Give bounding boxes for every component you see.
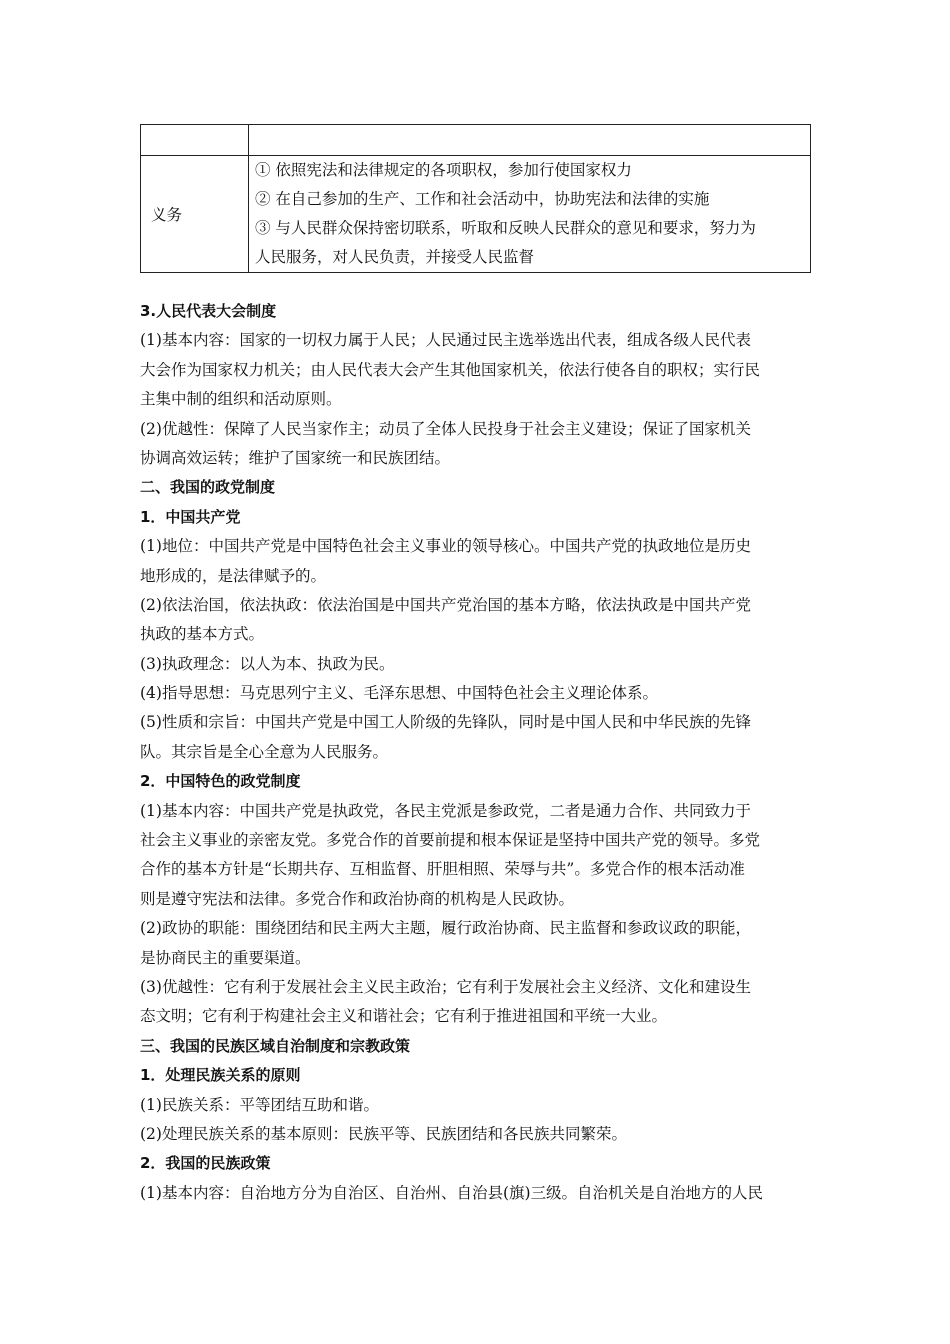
paragraph-line: (1)基本内容：中国共产党是执政党，各民主党派是参政党，二者是通力合作、共同致力于 [140,801,751,820]
section-heading: 1．处理民族关系的原则 [140,1066,301,1085]
paragraph-line: (1)地位：中国共产党是中国特色社会主义事业的领导核心。中国共产党的执政地位是历史 [140,537,751,556]
paragraph-line: 是协商民主的重要渠道。 [140,948,311,967]
paragraph-line: (1)基本内容：自治地方分为自治区、自治州、自治县(旗)三级。自治机关是自治地方的人民 [140,1183,764,1202]
table-row [141,125,811,156]
paragraph-line: 主集中制的组织和活动原则。 [140,390,342,409]
paragraph-line: (1)民族关系：平等团结互助和谐。 [140,1095,379,1114]
paragraph-line: 社会主义事业的亲密友党。多党合作的首要前提和根本保证是坚持中国共产党的领导。多党 [140,831,761,850]
section-heading: 1．中国共产党 [140,507,241,526]
section-heading: 2．我国的民族政策 [140,1154,271,1173]
paragraph-line: (2)依法治国，依法执政：依法治国是中国共产党治国的基本方略，依法执政是中国共产党 [140,595,751,614]
paragraph-line: 态文明；它有利于构建社会主义和谐社会；它有利于推进祖国和平统一大业。 [140,1007,668,1026]
section-heading: 三、我国的民族区域自治制度和宗教政策 [140,1036,411,1055]
paragraph-line: (4)指导思想：马克思列宁主义、毛泽东思想、中国特色社会主义理论体系。 [140,684,658,703]
duty-item: ② 在自己参加的生产、工作和社会活动中，协助宪法和法律的实施 [255,190,710,208]
duty-item: 人民服务，对人民负责，并接受人民监督 [255,248,535,266]
body-text [140,297,820,1208]
duty-item: ① 依照宪法和法律规定的各项职权，参加行使国家权力 [255,161,632,179]
paragraph-line: 则是遵守宪法和法律。多党合作和政治协商的机构是人民政协。 [140,889,575,908]
paragraph-line: (3)执政理念：以人为本、执政为民。 [140,654,395,673]
row-label-duties: 义务 [141,156,249,273]
table-row [141,156,811,273]
duties-content [249,156,811,273]
paragraph-line: (2)政协的职能：围绕团结和民主两大主题，履行政治协商、民主监督和参政议政的职能， [140,919,751,938]
paragraph-line: (5)性质和宗旨：中国共产党是中国工人阶级的先锋队，同时是中国人民和中华民族的先锋 [140,713,751,732]
paragraph-line: 执政的基本方式。 [140,625,265,644]
section-heading: 3.人民代表大会制度 [140,302,277,320]
paragraph-line: 队。其宗旨是全心全意为人民服务。 [140,742,389,761]
paragraph-line: (3)优越性：它有利于发展社会主义民主政治；它有利于发展社会主义经济、文化和建设生 [140,977,751,996]
paragraph-line: 合作的基本方针是“长期共存、互相监督、肝胆相照、荣辱与共”。多党合作的根本活动准 [140,860,745,879]
section-heading: 2．中国特色的政党制度 [140,772,301,791]
paragraph-line: (1)基本内容：国家的一切权力属于人民；人民通过民主选举选出代表，组成各级人民代表 [140,331,751,350]
paragraph-line: 协调高效运转；维护了国家统一和民族团结。 [140,448,451,467]
paragraph-line: (2)优越性：保障了人民当家作主；动员了全体人民投身于社会主义建设；保证了国家机关 [140,419,751,438]
table-cell [249,125,811,156]
section-heading: 二、我国的政党制度 [140,478,276,497]
paragraph-line: 大会作为国家权力机关；由人民代表大会产生其他国家机关，依法行使各自的职权；实行民 [140,360,761,379]
duty-item: ③ 与人民群众保持密切联系，听取和反映人民群众的意见和要求，努力为 [255,219,756,237]
paragraph-line: (2)处理民族关系的基本原则：民族平等、民族团结和各民族共同繁荣。 [140,1124,627,1143]
duties-table [140,124,811,273]
table-cell [141,125,249,156]
paragraph-line: 地形成的，是法律赋予的。 [140,566,327,585]
